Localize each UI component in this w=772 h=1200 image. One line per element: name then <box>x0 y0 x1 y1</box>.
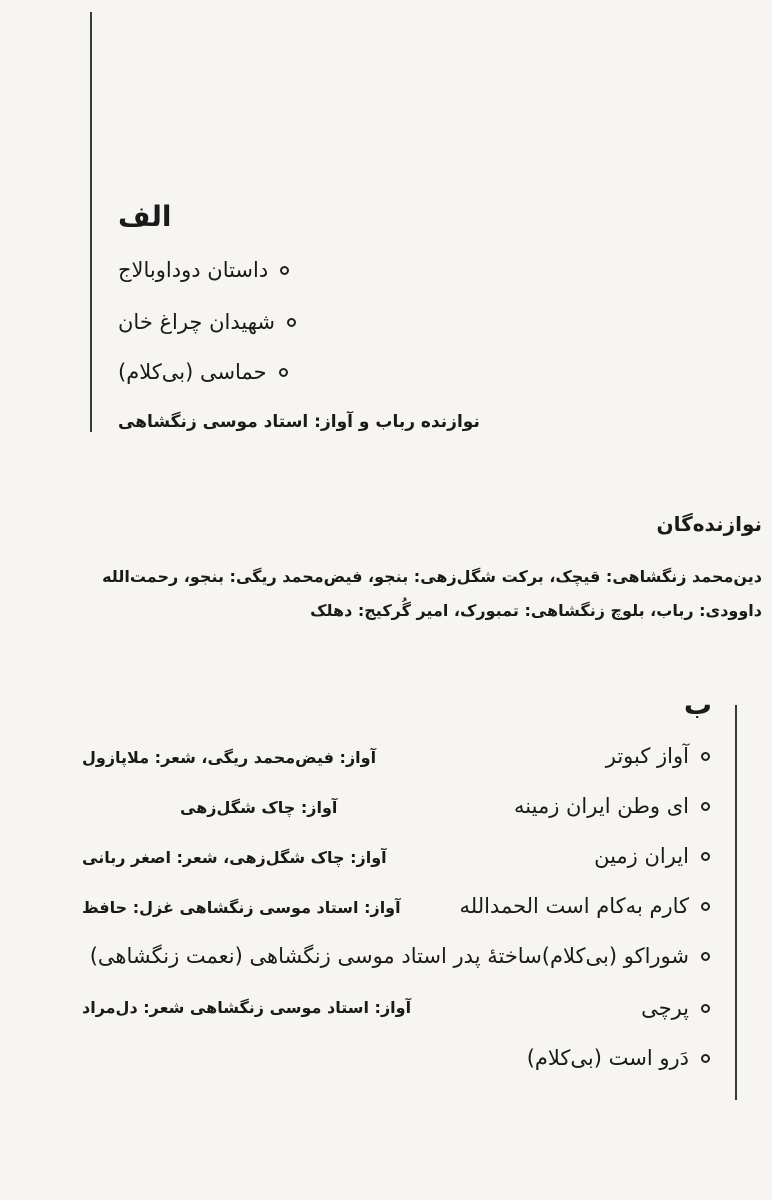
bullet-icon <box>701 1054 710 1063</box>
section-b-track-7 <box>527 1046 710 1070</box>
bullet-icon <box>701 902 710 911</box>
bullet-icon <box>701 802 710 811</box>
track-title: دَرو است (بی‌کلام) <box>526 1046 689 1070</box>
performers-line-2: داوودی: رباب، بلوچ زنگشاهی: تمبورک، امیر گُرکیج: دهلک <box>310 601 762 620</box>
section-b-track-1 <box>606 744 710 768</box>
performers-line-1: دین‌محمد زنگشاهی: قیچک، برکت شگل‌زهی: بنجو، فیض‌محمد ریگی: بنجو، رحمت‌الله <box>102 567 762 586</box>
section-a-title: الف <box>118 200 172 233</box>
track-title: حماسی (بی‌کلام) <box>118 360 267 384</box>
track-title: ایران زمین <box>594 844 689 868</box>
performers-title: نوازنده‌گان <box>656 512 762 536</box>
bullet-icon <box>701 1004 710 1013</box>
track-title: کارم به‌کام است الحمدالله <box>459 894 689 918</box>
track-title: آواز کبوتر <box>605 744 689 768</box>
bullet-icon <box>280 266 289 275</box>
track-title: شهیدان چراغ خان <box>118 310 275 334</box>
section-a-track-2 <box>118 310 296 334</box>
section-b-track-4 <box>459 894 710 918</box>
section-b-title: ب <box>683 688 712 721</box>
track-title: داستان دوداوبالاج <box>118 258 269 282</box>
section-a-track-3 <box>118 360 288 384</box>
vertical-rule-left <box>90 12 92 432</box>
bullet-icon <box>287 318 296 327</box>
bullet-icon <box>279 368 288 377</box>
section-b-track-3 <box>594 844 710 868</box>
track-credit: آواز: استاد موسی زنگشاهی غزل: حافظ <box>82 898 401 917</box>
section-b-track-5 <box>90 944 710 968</box>
track-title: شوراکو (بی‌کلام)ساختۀ پدر استاد موسی زنگشاهی (نعمت زنگشاهی) <box>89 944 689 968</box>
section-b-track-2 <box>514 794 710 818</box>
track-credit: آواز: چاک شگل‌زهی، شعر: اصغر ربانی <box>82 848 387 867</box>
bullet-icon <box>701 952 710 961</box>
section-a-track-1 <box>118 258 289 282</box>
track-credit: آواز: استاد موسی زنگشاهی شعر: دل‌مراد <box>82 998 412 1017</box>
bullet-icon <box>701 852 710 861</box>
bullet-icon <box>701 752 710 761</box>
vertical-rule-right <box>735 705 737 1100</box>
section-a-credit: نوازنده رباب و آواز: استاد موسی زنگشاهی <box>118 412 480 432</box>
section-b-track-6 <box>641 996 710 1020</box>
track-title: پرچی <box>641 996 689 1020</box>
track-title: ای وطن ایران زمینه <box>514 794 689 818</box>
track-credit: آواز: فیض‌محمد ریگی، شعر: ملاپازول <box>82 748 377 767</box>
track-credit: آواز: چاک شگل‌زهی <box>180 798 338 817</box>
